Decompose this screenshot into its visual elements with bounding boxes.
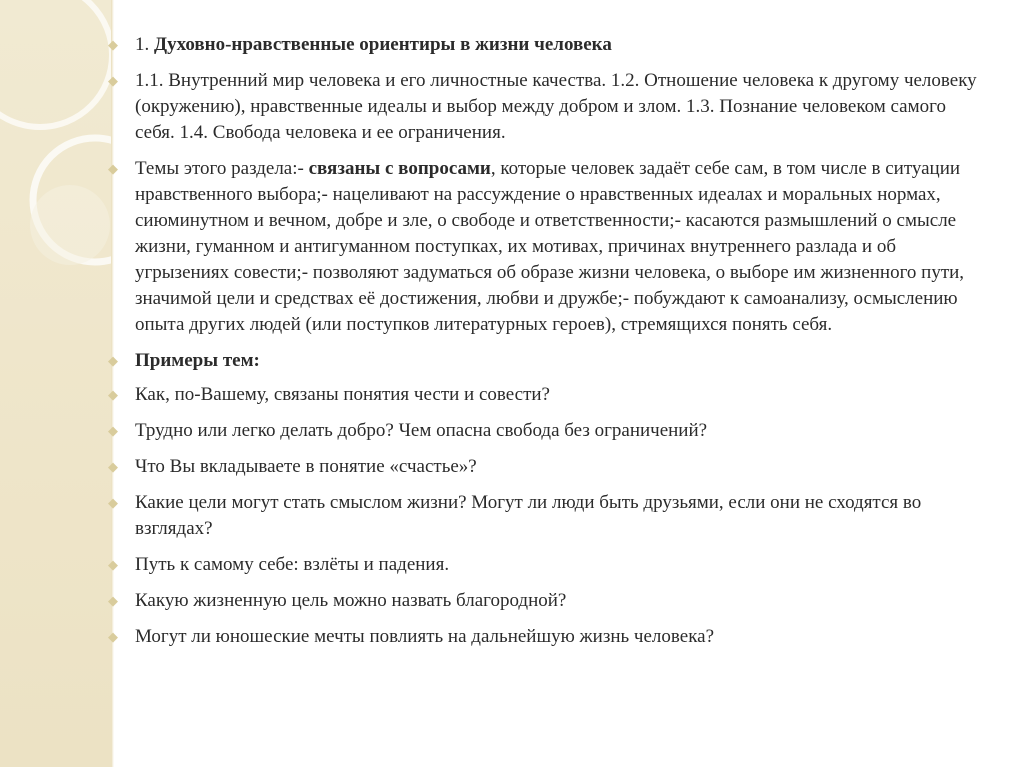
item-text: Трудно или легко делать добро? Чем опасна свобода без ограничений? bbox=[135, 420, 708, 441]
list-item bbox=[108, 68, 988, 146]
bullet-icon: ◆ bbox=[108, 387, 118, 402]
list-item bbox=[108, 624, 988, 650]
bullet-icon: ◆ bbox=[108, 593, 118, 608]
item-text: 1. bbox=[135, 34, 154, 55]
bullet-icon: ◆ bbox=[108, 495, 118, 510]
list-item bbox=[108, 454, 988, 480]
item-text: Могут ли юношеские мечты повлиять на дальнейшую жизнь человека? bbox=[135, 626, 714, 647]
item-text-rest: , которые человек задаёт себе сам, в том числе в ситуации нравственного выбора;- нацеливают на рассуждение о нравственных идеалах и моральных нормах, сиюминутном и вечном, добре и зле, о свободе и ответственности;- касаются размышлений о смысле жизни, гуманном и антигуманном поступках, их мотивах, причинах внутреннего разлада и об угрызениях совести;- позволяют задуматься об образе жизни человека, о выборе им жизненного пути, значимой цели и средствах её достижения, любви и дружбе;- побуждают к самоанализу, осмыслению опыта других людей (или поступков литературных героев), стремящихся понять себя. bbox=[135, 158, 965, 335]
item-text: Темы этого раздела:- bbox=[135, 158, 309, 179]
bullet-icon: ◆ bbox=[108, 73, 118, 88]
bullet-icon: ◆ bbox=[108, 423, 118, 438]
list-item bbox=[108, 32, 988, 58]
item-text: Какие цели могут стать смыслом жизни? Могут ли люди быть друзьями, если они не сходятся во взглядах? bbox=[135, 492, 922, 539]
item-bold-text: Примеры тем: bbox=[135, 350, 260, 371]
list-item bbox=[108, 348, 988, 374]
list-item bbox=[108, 552, 988, 578]
list-item bbox=[108, 156, 988, 338]
item-bold-text: Духовно-нравственные ориентиры в жизни человека bbox=[154, 34, 612, 55]
item-bold-text: связаны с вопросами bbox=[308, 158, 491, 179]
item-text: Как, по-Вашему, связаны понятия чести и совести? bbox=[135, 384, 550, 405]
item-text: Что Вы вкладываете в понятие «счастье»? bbox=[135, 456, 477, 477]
bullet-icon: ◆ bbox=[108, 37, 118, 52]
list-item bbox=[108, 588, 988, 614]
bullet-icon: ◆ bbox=[108, 629, 118, 644]
slide-body bbox=[108, 32, 988, 660]
decorative-side-band bbox=[0, 0, 113, 767]
bullet-icon: ◆ bbox=[108, 353, 118, 368]
bullet-icon: ◆ bbox=[108, 557, 118, 572]
item-text: Какую жизненную цель можно назвать благородной? bbox=[135, 590, 567, 611]
bullet-icon: ◆ bbox=[108, 161, 118, 176]
bullet-icon: ◆ bbox=[108, 459, 118, 474]
list-item bbox=[108, 382, 988, 408]
item-text: Путь к самому себе: взлёты и падения. bbox=[135, 554, 450, 575]
item-text: 1.1. Внутренний мир человека и его личностные качества. 1.2. Отношение человека к другому человеку (окружению), нравственные идеалы и выбор между добром и злом. 1.3. Познание человеком самого себя. 1.4. Свобода человека и ее ограничения. bbox=[135, 70, 977, 143]
list-item bbox=[108, 490, 988, 542]
list-item bbox=[108, 418, 988, 444]
decorative-rings-icon bbox=[0, 0, 113, 767]
